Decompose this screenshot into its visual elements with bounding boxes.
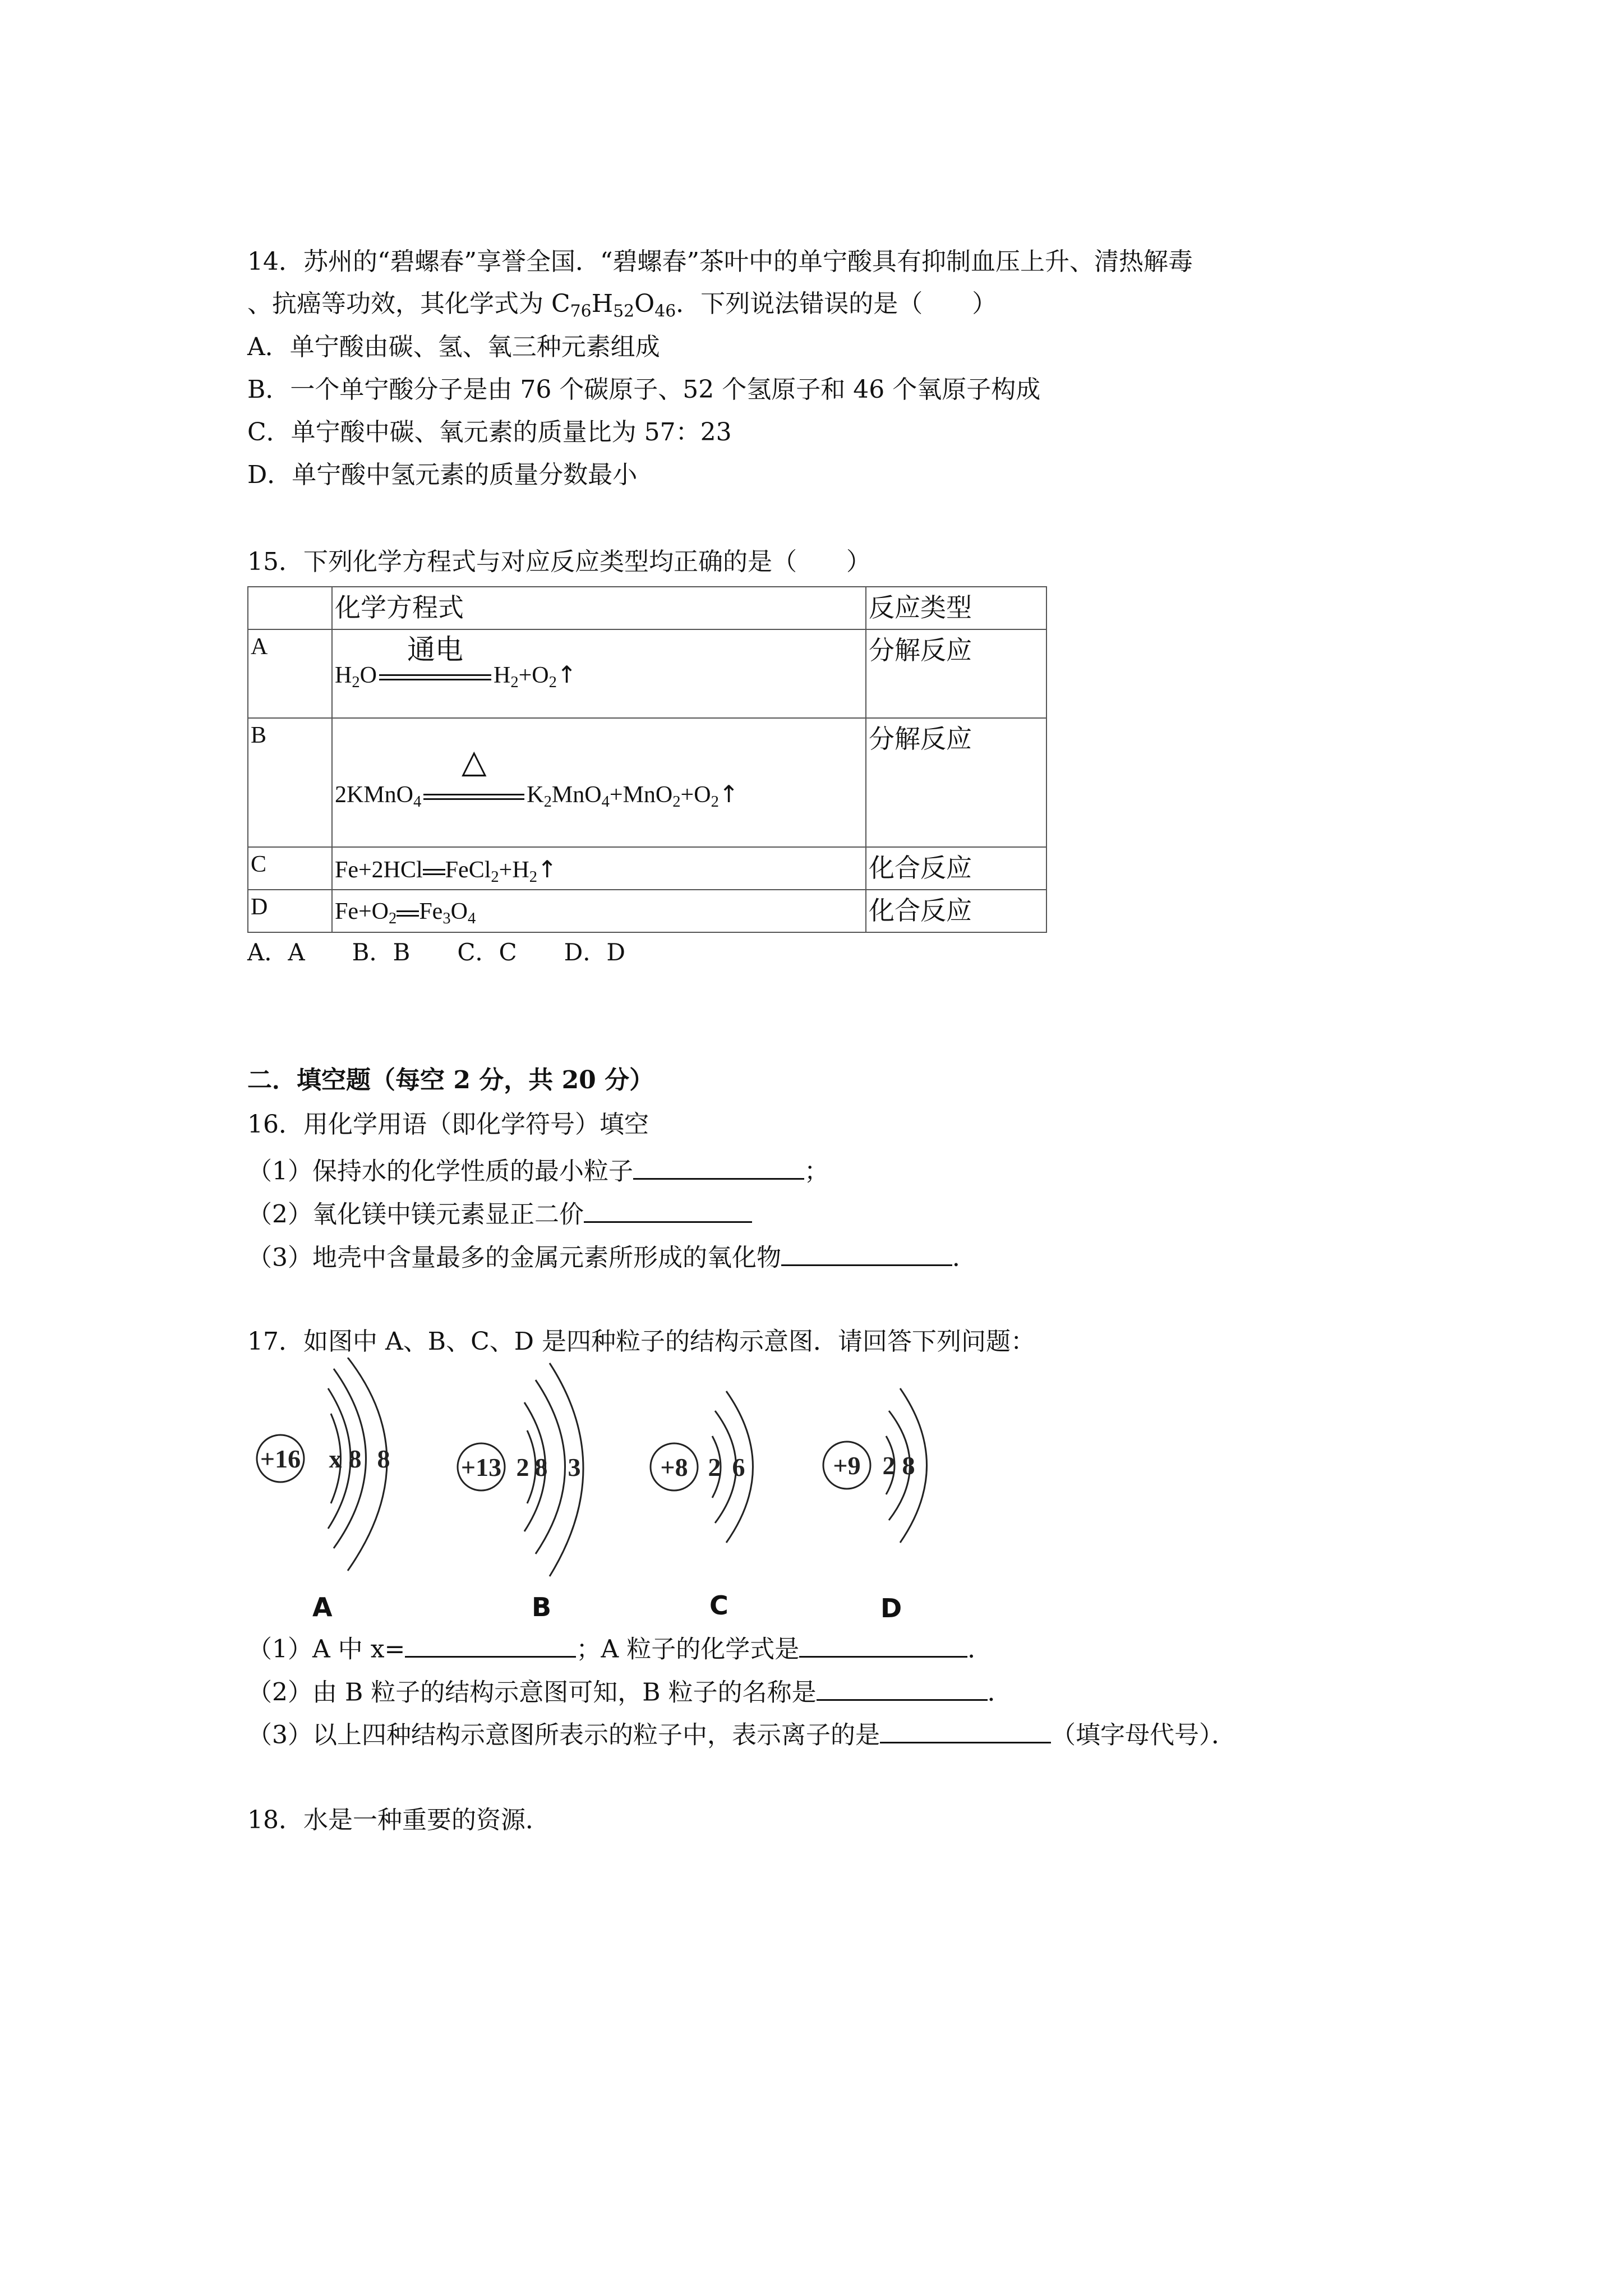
equation-cell bbox=[332, 718, 866, 847]
equation-a: $H_2O$ 通电 $H_2+O_2↑$ bbox=[335, 661, 577, 689]
answer-blank[interactable] bbox=[880, 1719, 1051, 1743]
q17-text: （2）由 B 粒子的结构示意图可知，B 粒子的名称是 bbox=[247, 1678, 817, 1707]
q14-text: O bbox=[634, 289, 655, 318]
equation-b: 2KMnO$_4$ △ $K_2MnO_4+MnO_2+O_2↑$ bbox=[335, 742, 739, 811]
q15-options: A．A B．B C．C D．D bbox=[247, 938, 626, 966]
answer-blank[interactable] bbox=[817, 1677, 988, 1701]
type-cell: 分解反应 bbox=[866, 718, 1046, 847]
answer-blank[interactable] bbox=[799, 1634, 967, 1658]
type-cell: 化合反应 bbox=[866, 890, 1046, 932]
sub: 52 bbox=[613, 301, 635, 321]
q17-part-2 bbox=[247, 1677, 1012, 1705]
condition-electrolysis: 通电 bbox=[407, 633, 463, 666]
nucleus-b: +13 bbox=[460, 1453, 502, 1481]
answer-blank[interactable] bbox=[633, 1156, 804, 1180]
q16-stem: 16．用化学用语（即化学符号）填空 bbox=[247, 1110, 649, 1139]
row-label: D bbox=[248, 890, 332, 932]
shell-a-3: 8 bbox=[377, 1444, 390, 1473]
row-label: A bbox=[248, 629, 332, 718]
table-row bbox=[248, 847, 1046, 890]
atom-label-d: D bbox=[880, 1593, 902, 1623]
q16-text: （3）地壳中含量最多的金属元素所形成的氧化物 bbox=[247, 1243, 781, 1272]
atomic-structure-diagram bbox=[236, 1358, 976, 1593]
q17-part-3 bbox=[247, 1719, 1236, 1748]
table-row bbox=[248, 718, 1046, 847]
q16-text: ． bbox=[952, 1243, 977, 1272]
nucleus-c: +8 bbox=[660, 1453, 688, 1481]
q14-text: 、抗癌等功效，其化学式为 C bbox=[247, 289, 570, 318]
q17-text: ；A 粒子的化学式是 bbox=[576, 1635, 800, 1664]
q14-text: H bbox=[591, 289, 614, 318]
condition-heat: △ bbox=[461, 742, 487, 780]
sub: 46 bbox=[654, 301, 676, 321]
shell-c-1: 2 bbox=[708, 1453, 721, 1481]
table-header-equation: 化学方程式 bbox=[332, 587, 866, 629]
atom-label-a: A bbox=[312, 1592, 333, 1622]
equation-cell bbox=[332, 629, 866, 718]
type-cell: 分解反应 bbox=[866, 629, 1046, 718]
reaction-table bbox=[247, 586, 1047, 933]
q17-stem: 17．如图中 A、B、C、D 是四种粒子的结构示意图．请回答下列问题： bbox=[247, 1327, 1036, 1356]
equation-cell bbox=[332, 890, 866, 932]
shell-b-1: 2 bbox=[516, 1453, 529, 1481]
table-header-type: 反应类型 bbox=[866, 587, 1046, 629]
q14-option-d: D．单宁酸中氢元素的质量分数最小 bbox=[247, 461, 638, 489]
q17-part-1 bbox=[247, 1634, 992, 1662]
type-cell: 化合反应 bbox=[866, 847, 1046, 890]
table-cell bbox=[248, 587, 332, 629]
table-row bbox=[248, 629, 1046, 718]
q17-text: （3）以上四种结构示意图所表示的粒子中，表示离子的是 bbox=[247, 1720, 880, 1750]
answer-blank[interactable] bbox=[405, 1634, 576, 1658]
shell-c-2: 6 bbox=[732, 1453, 745, 1481]
q14-stem-line1: 14．苏州的“碧螺春”享誉全国．“碧螺春”茶叶中的单宁酸具有抑制血压上升、清热解毒 bbox=[247, 247, 1193, 276]
shell-a-2: 8 bbox=[348, 1444, 362, 1473]
shell-b-2: 8 bbox=[534, 1453, 548, 1481]
shell-d-1: 2 bbox=[882, 1451, 896, 1480]
q16-item-3 bbox=[247, 1242, 977, 1271]
shell-a-1: x bbox=[329, 1444, 342, 1473]
q16-text: ； bbox=[804, 1157, 829, 1186]
q17-text: ． bbox=[987, 1678, 1012, 1707]
q14-option-c: C．单宁酸中碳、氧元素的质量比为 57：23 bbox=[247, 418, 732, 447]
table-header-row bbox=[248, 587, 1046, 629]
q17-text: （填字母代号）． bbox=[1051, 1720, 1236, 1750]
section-title: 二．填空题（每空 2 分，共 20 分） bbox=[247, 1066, 654, 1094]
sub: 76 bbox=[570, 301, 592, 321]
equation-d: $Fe+O_2$ $Fe_3O_4$ bbox=[335, 899, 476, 927]
answer-blank[interactable] bbox=[781, 1242, 952, 1266]
q18-stem: 18．水是一种重要的资源． bbox=[247, 1806, 550, 1834]
equation-cell bbox=[332, 847, 866, 890]
equation-c: Fe+2HCl $FeCl_2+H_2↑$ bbox=[335, 855, 557, 886]
nucleus-d: +9 bbox=[833, 1451, 861, 1480]
answer-blank[interactable] bbox=[584, 1199, 752, 1223]
q17-text: （1）A 中 x= bbox=[247, 1635, 405, 1664]
q16-text: （2）氧化镁中镁元素显正二价 bbox=[247, 1200, 584, 1229]
atom-label-b: B bbox=[532, 1592, 552, 1622]
q17-text: ． bbox=[967, 1635, 993, 1664]
table-row bbox=[248, 890, 1046, 932]
shell-b-3: 3 bbox=[568, 1453, 581, 1481]
q15-stem: 15．下列化学方程式与对应反应类型均正确的是（ ） bbox=[247, 547, 871, 576]
q14-option-b: B．一个单宁酸分子是由 76 个碳原子、52 个氢原子和 46 个氧原子构成 bbox=[247, 375, 1041, 404]
row-label: C bbox=[248, 847, 332, 890]
q14-stem-line2 bbox=[247, 289, 997, 321]
q16-item-1 bbox=[247, 1156, 829, 1184]
q14-option-a: A．单宁酸由碳、氢、氧三种元素组成 bbox=[247, 333, 660, 361]
q16-item-2 bbox=[247, 1199, 752, 1227]
q16-text: （1）保持水的化学性质的最小粒子 bbox=[247, 1157, 633, 1186]
q14-text: ．下列说法错误的是（ ） bbox=[676, 289, 997, 318]
shell-d-2: 8 bbox=[902, 1451, 915, 1480]
row-label: B bbox=[248, 718, 332, 847]
atom-label-c: C bbox=[709, 1590, 728, 1621]
nucleus-a: +16 bbox=[260, 1444, 301, 1473]
